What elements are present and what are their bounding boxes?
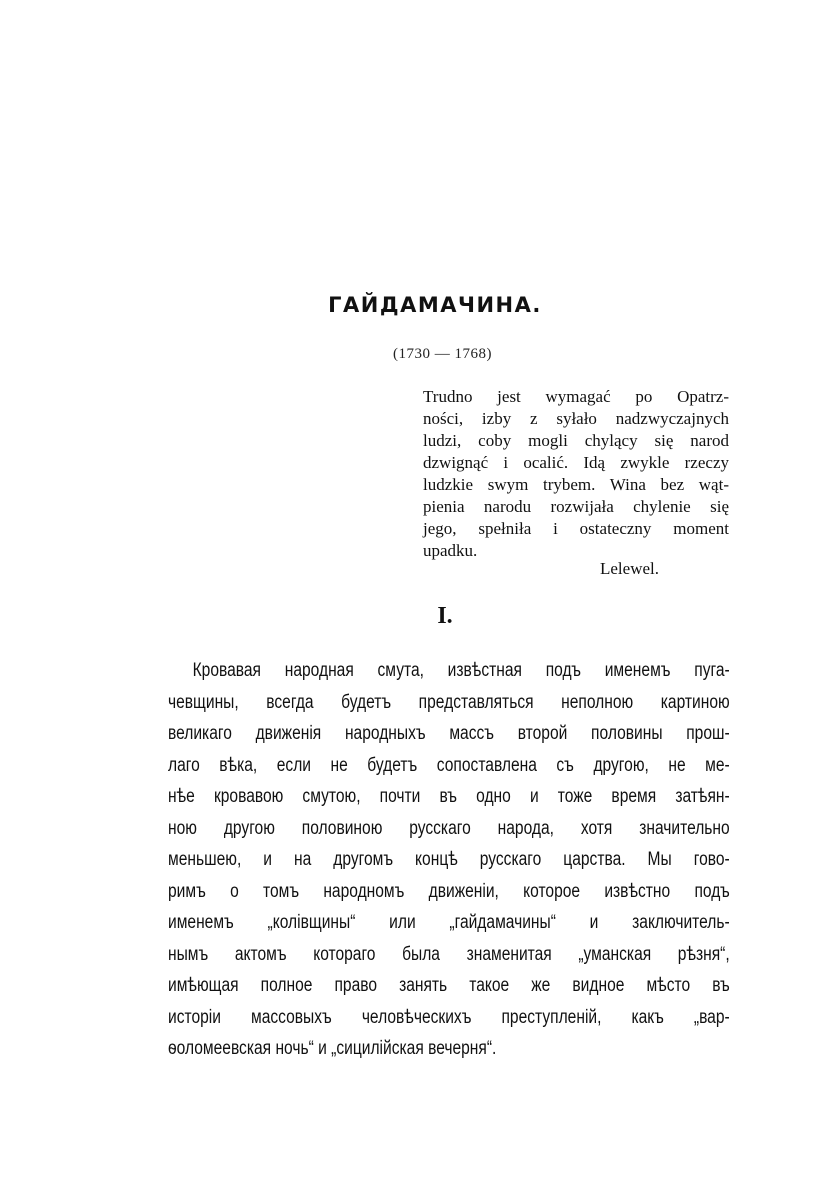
body-line: великаго движенія народныхъ массъ второй половины прош- [168, 723, 730, 744]
epigraph-line: dzwignąć i ocalić. Idą zwykle rzeczy [423, 453, 729, 472]
page-title: ГАЙДАМАЧИНА. [328, 293, 542, 317]
date-range: (1730 — 1768) [393, 346, 492, 362]
epigraph-line: ludzi, coby mogli chylący się narod [423, 431, 729, 450]
body-line: нымъ актомъ котораго была знаменитая „уманская рѣзня“, [168, 943, 730, 965]
body-line: имѣющая полное право занять такое же видное мѣсто въ [168, 975, 730, 996]
body-line: нѣе кровавою смутою, почти въ одно и тоже время затѣян- [168, 786, 730, 807]
epigraph-line: pienia narodu rozwijała chylenie się [423, 497, 729, 516]
epigraph-line: ludzkie swym trybem. Wina bez wąt- [423, 475, 729, 494]
body-line: ною другою половиною русскаго народа, хотя значительно [168, 817, 730, 839]
body-line: чевщины, всегда будетъ представляться неполною картиною [168, 691, 730, 713]
body-line: исторіи массовыхъ человѣческихъ преступленій, какъ „вар- [168, 1006, 730, 1028]
chapter-number: I. [437, 603, 453, 629]
epigraph [423, 386, 729, 562]
epigraph-line: jego, spełniła i ostateczny moment [423, 519, 729, 538]
body-line: римъ о томъ народномъ движеніи, которое извѣстно подъ [168, 880, 730, 902]
epigraph-line: upadku. [423, 541, 478, 560]
body-line: именемъ „колівщины“ или „гайдамачины“ и заключитель- [168, 912, 730, 933]
epigraph-author: Lelewel. [600, 559, 659, 578]
body-line: ѳоломеевская ночь“ и „сицилійская вечерня“. [168, 1038, 497, 1059]
body-paragraph [168, 655, 730, 1065]
epigraph-line: ności, izby z syłało nadzwyczajnych [423, 409, 729, 428]
epigraph-line: Trudno jest wymagać po Opatrz- [423, 387, 729, 406]
body-line: Кровавая народная смута, извѣстная подъ именемъ пуга- [192, 660, 730, 681]
body-line: меньшею, и на другомъ концѣ русскаго царства. Мы гово- [168, 849, 730, 870]
body-line: лаго вѣка, если не будетъ сопоставлена съ другою, не ме- [168, 754, 730, 776]
